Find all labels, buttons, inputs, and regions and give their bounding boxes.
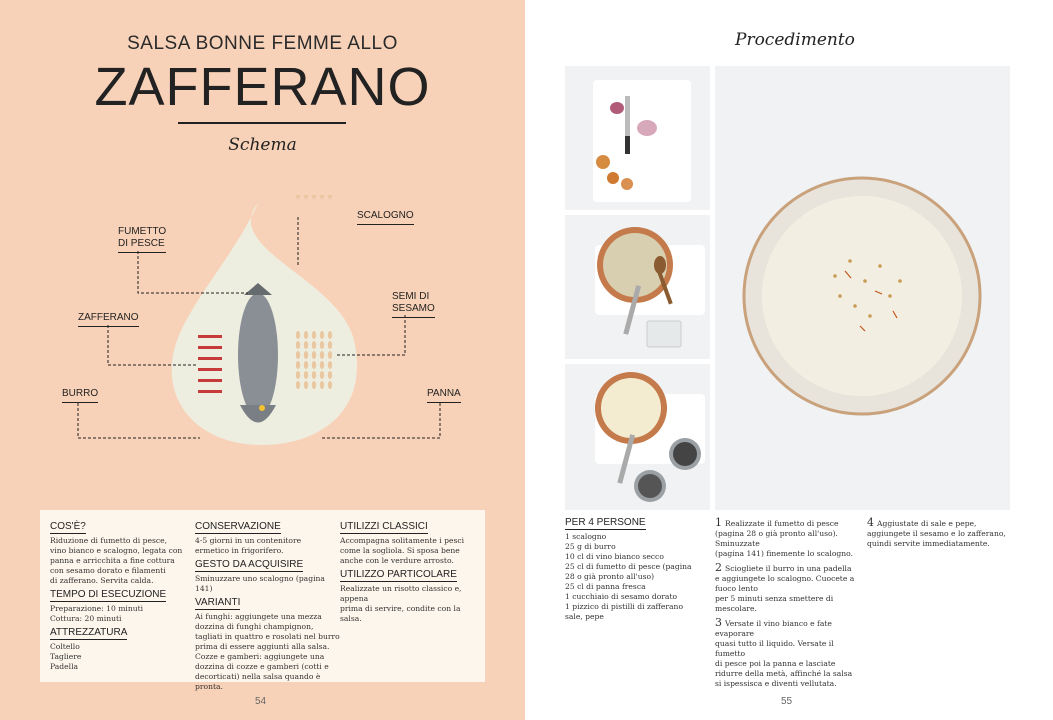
gesto-heading: GESTO DA ACQUISIRE (195, 559, 304, 570)
ingredient-item: 28 o già pronto all'uso) (565, 572, 655, 581)
particolare-text: Realizzate un risotto classico e, appena prima di servire, condite con la salsa. (340, 584, 462, 623)
label-burro: BURRO (62, 388, 98, 403)
info-box (40, 510, 485, 691)
right-page (525, 0, 1053, 720)
info-column-1 (50, 518, 190, 672)
schema-label: Schema (228, 135, 297, 155)
tempo-text: Preparazione: 10 minuti Cottura: 20 minuti (50, 604, 144, 623)
ingredient-item: 25 cl di panna fresca (565, 582, 646, 591)
procedimento-label: Procedimento (735, 30, 855, 50)
photo-scalogno (565, 66, 710, 210)
step-1: 1 Realizzate il fumetto di pesce (pagina 28 o già pronto all'uso). Sminuzzate (pagina 141) finemente lo scalogno. (715, 516, 854, 558)
attrezzatura-heading: ATTREZZATURA (50, 627, 128, 638)
ingredient-item: 25 cl di fumetto di pesce (pagina (565, 562, 692, 571)
label-fumetto: FUMETTO DI PESCE (118, 226, 166, 253)
tempo-heading: TEMPO DI ESECUZIONE (50, 589, 167, 600)
cose-heading: COS'È? (50, 521, 86, 532)
cose-text: Riduzione di fumetto di pesce, vino bianco e scalogno, legata con panna e arricchita a fine cottura con sesamo dorato e filamenti di zafferano. Servita calda. (50, 536, 183, 585)
conservazione-text: 4-5 giorni in un contenitore ermetico in frigorifero. (195, 536, 302, 555)
step-4: 4 Aggiustate di sale e pepe, aggiungete il sesamo e lo zafferano, quindi servite immediatamente. (867, 516, 1006, 548)
utilizzi-heading: UTILIZZI CLASSICI (340, 521, 428, 532)
ingredient-item: 1 cucchiaio di sesamo dorato (565, 592, 678, 601)
attrezzatura-text: Coltello Tagliere Padella (50, 642, 82, 671)
gesto-text: Sminuzzare uno scalogno (pagina 141) (195, 574, 325, 593)
utilizzi-text: Accompagna solitamente i pesci come la sogliola. Si sposa bene anche con le verdure arrosto. (340, 536, 465, 565)
photo-salsa-finita (715, 66, 1010, 510)
photo-padella-scalogno (565, 215, 710, 359)
ingredient-item: 10 cl di vino bianco secco (565, 552, 664, 561)
label-panna: PANNA (427, 388, 461, 403)
info-column-2 (195, 518, 340, 692)
varianti-heading: VARIANTI (195, 597, 241, 608)
page-number-right: 55 (781, 696, 793, 707)
ingredient-item: 25 g di burro (565, 542, 616, 551)
steps-column-2 (867, 518, 1007, 553)
ingredients-column (565, 518, 715, 622)
ingredient-item: 1 scalogno (565, 532, 607, 541)
steps-column-1 (715, 518, 865, 693)
info-column-3 (340, 518, 482, 624)
label-sesamo: SEMI DI SESAMO (392, 291, 435, 318)
persone-heading: PER 4 PERSONE (565, 517, 646, 528)
particolare-heading: UTILIZZO PARTICOLARE (340, 569, 457, 580)
page-number-left: 54 (255, 696, 267, 707)
recipe-subtitle: SALSA BONNE FEMME ALLO (127, 33, 398, 54)
step-3: 3 Versate il vino bianco e fate evaporare quasi tutto il liquido. Versate il fumetto di pesce poi la panna e lasciate ridurre della metà, affinché la salsa si ispessisca e diventi vellutata. (715, 616, 853, 688)
conservazione-heading: CONSERVAZIONE (195, 521, 281, 532)
ingredient-item: sale, pepe (565, 612, 604, 621)
left-page (0, 0, 525, 720)
title-rule (178, 122, 346, 124)
varianti-text: Ai funghi: aggiungete una mezza dozzina di funghi champignon, tagliati in quattro e rosolati nel burro prima di essere aggiunti alla salsa. Cozze e gamberi: aggiungete una dozzina di cozze e gamberi (cotti e decorticati) nella salsa quando è pronta. (195, 612, 340, 691)
label-scalogno: SCALOGNO (357, 210, 414, 225)
photo-padella-panna (565, 364, 710, 510)
ingredient-item: 1 pizzico di pistilli di zafferano (565, 602, 684, 611)
step-2: 2 Sciogliete il burro in una padella e aggiungete lo scalogno. Cuocete a fuoco lento per 5 minuti senza smettere di mescolare. (715, 561, 855, 613)
label-zafferano: ZAFFERANO (78, 312, 139, 327)
recipe-title: ZAFFERANO (94, 57, 431, 117)
